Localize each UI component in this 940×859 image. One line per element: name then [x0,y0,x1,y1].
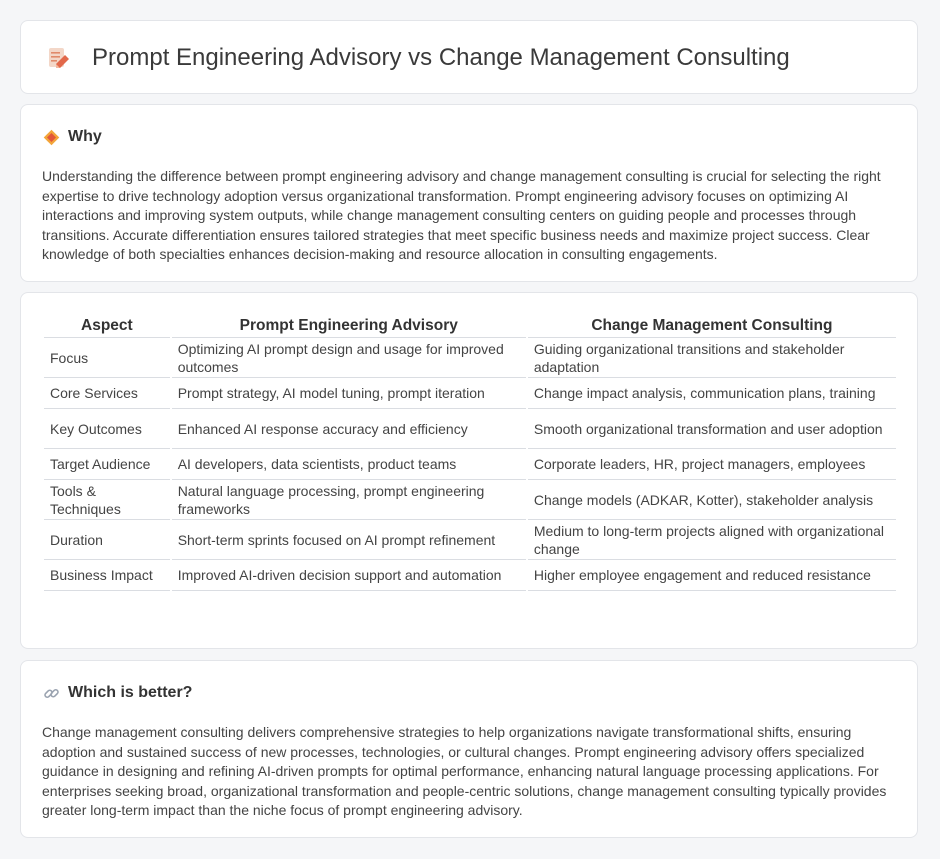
prompt-cell: Enhanced AI response accuracy and efficiency [172,409,526,449]
why-section [20,104,918,282]
table-row [44,480,896,520]
comparison-table [42,315,898,591]
table-row [44,520,896,560]
change-cell: Corporate leaders, HR, project managers, employees [528,449,896,480]
change-cell: Medium to long-term projects aligned with organizational change [528,520,896,560]
page-title: Prompt Engineering Advisory vs Change Management Consulting [92,44,790,71]
table-row [44,449,896,480]
aspect-cell: Focus [44,338,170,378]
aspect-cell: Target Audience [44,449,170,480]
prompt-cell: AI developers, data scientists, product teams [172,449,526,480]
header-prompt-engineering: Prompt Engineering Advisory [172,315,526,338]
aspect-cell: Duration [44,520,170,560]
table-row [44,560,896,591]
table-row [44,338,896,378]
why-text: Understanding the difference between prompt engineering advisory and change management consulting is crucial for selecting the right expertise to drive technology adoption versus organizational transformation. Prompt engineering advisory focuses on optimizing AI interactions and improving system outputs, while change management consulting centers on guiding people and processes through transitions. Accurate differentiation ensures tailored strategies that meet specific business needs and maximize project success. Clear knowledge of both specialties enhances decision-making and resource allocation in consulting engagements. [42,168,881,262]
header-aspect: Aspect [44,315,170,338]
document-edit-icon [45,45,71,71]
change-cell: Change impact analysis, communication plans, training [528,378,896,409]
table-row [44,378,896,409]
header-card [20,20,918,94]
prompt-cell: Prompt strategy, AI model tuning, prompt iteration [172,378,526,409]
diamond-icon [43,129,60,146]
header-change-management: Change Management Consulting [528,315,896,338]
better-text: Change management consulting delivers comprehensive strategies to help organizations navigate transformational shifts, ensuring adoption and sustained success of new processes, technologies, or cultural changes. Prompt engineering advisory offers specialized guidance in designing and refining AI-driven prompts for optimal performance, enhancing natural language processing applications. For enterprises seeking broad, organizational transformation and people-centric solutions, change management consulting typically provides greater long-term impact than the niche focus of prompt engineering advisory. [42,724,887,818]
prompt-cell: Natural language processing, prompt engineering frameworks [172,480,526,520]
aspect-cell: Business Impact [44,560,170,591]
aspect-cell: Tools & Techniques [44,480,170,520]
aspect-cell: Core Services [44,378,170,409]
better-heading: Which is better? [68,684,193,701]
table-row [44,409,896,449]
change-cell: Smooth organizational transformation and user adoption [528,409,896,449]
comparison-card [20,292,918,649]
change-cell: Higher employee engagement and reduced resistance [528,560,896,591]
prompt-cell: Improved AI-driven decision support and automation [172,560,526,591]
which-is-better-section [20,660,918,838]
why-heading: Why [68,128,102,145]
prompt-cell: Optimizing AI prompt design and usage for improved outcomes [172,338,526,378]
change-cell: Change models (ADKAR, Kotter), stakeholder analysis [528,480,896,520]
aspect-cell: Key Outcomes [44,409,170,449]
link-icon [43,685,60,702]
prompt-cell: Short-term sprints focused on AI prompt refinement [172,520,526,560]
change-cell: Guiding organizational transitions and stakeholder adaptation [528,338,896,378]
